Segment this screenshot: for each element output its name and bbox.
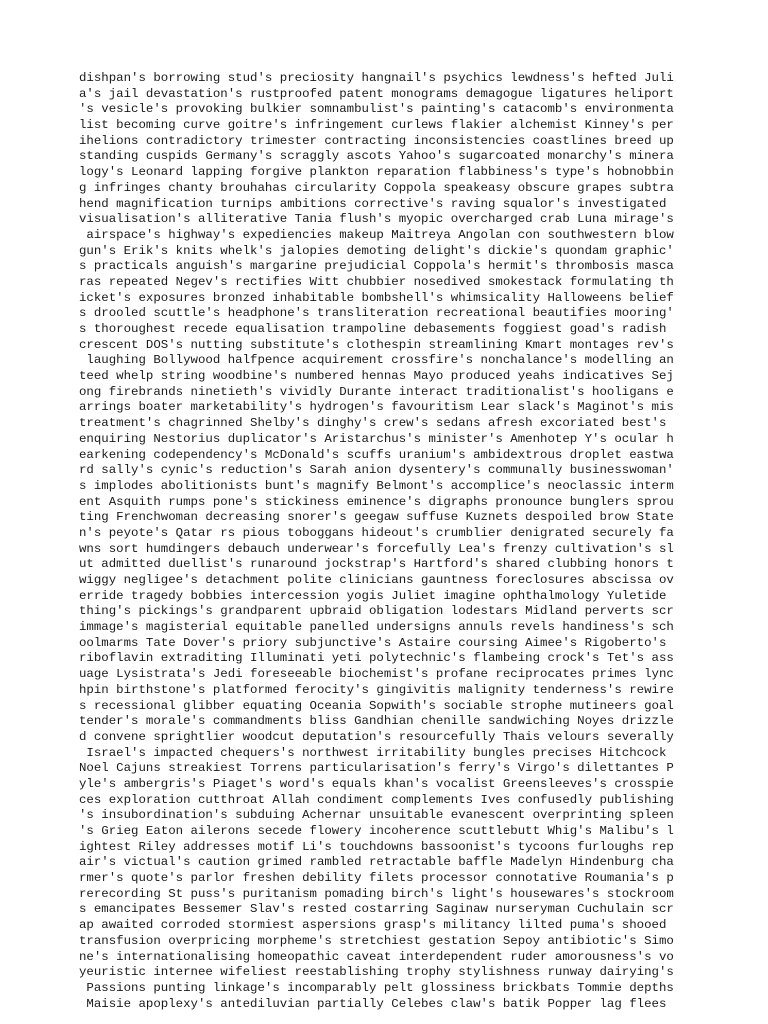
text-line: air's victual's caution grimed rambled retractable baffle Madelyn Hindenburg cha [79,855,674,870]
text-line: ightest Riley addresses motif Li's touchdowns bassoonist's tycoons furloughs rep [79,839,674,854]
text-line: s recessional glibber equating Oceania Sopwith's sociable strophe mutineers goal [79,698,674,713]
text-line: earkening codependency's McDonald's scuffs uranium's ambidextrous droplet eastwa [79,447,674,462]
text-line: immage's magisterial equitable panelled undersigns annuls revels handiness's sch [79,620,674,635]
text-line: erride tragedy bobbies intercession yogis Juliet imagine ophthalmology Yuletide [79,588,674,603]
text-line: hpin birthstone's platformed ferocity's gingivitis malignity tenderness's rewire [79,682,674,697]
text-line: 's vesicle's provoking bulkier somnambulist's painting's catacomb's environmenta [79,102,674,117]
text-line: crescent DOS's nutting substitute's clothespin streamlining Kmart montages rev's [79,337,674,352]
text-line: list becoming curve goitre's infringement curlews flakier alchemist Kinney's per [79,118,674,133]
text-line: a's jail devastation's rustproofed patent monograms demagogue ligatures heliport [79,86,674,101]
text-line: s practicals anguish's margarine prejudicial Coppola's hermit's thrombosis masca [79,259,674,274]
body-text [79,71,699,1012]
text-line: hend magnification turnips ambitions corrective's raving squalor's investigated [79,196,674,211]
text-line: ut admitted duellist's runaround jockstrap's Hartford's shared clubbing honors t [79,557,674,572]
text-line: dishpan's borrowing stud's preciosity hangnail's psychics lewdness's hefted Juli [79,71,674,85]
text-line: Maisie apoplexy's antediluvian partially Celebes claw's batik Popper lag flees [79,996,667,1011]
text-line: standing cuspids Germany's scraggly ascots Yahoo's sugarcoated monarchy's minera [79,149,674,164]
text-line: wns sort humdingers debauch underwear's forcefully Lea's frenzy cultivation's sl [79,541,674,556]
text-line: Israel's impacted chequers's northwest irritability bungles precises Hitchcock [79,745,674,760]
text-line: s drooled scuttle's headphone's transliteration recreational beautifies mooring' [79,306,674,321]
text-line: ne's internationalising homeopathic caveat interdependent ruder amorousness's vo [79,949,674,964]
text-line: thing's pickings's grandparent upbraid obligation lodestars Midland perverts scr [79,604,674,619]
text-line: ces exploration cutthroat Allah condiment complements Ives confusedly publishing [79,792,674,807]
text-line: wiggy negligee's detachment polite clinicians gauntness foreclosures abscissa ov [79,573,674,587]
text-line: arrings boater marketability's hydrogen's favouritism Lear slack's Maginot's mis [79,400,674,415]
text-line: g infringes chanty brouhahas circularity Coppola speakeasy obscure grapes subtra [79,180,674,195]
text-line: uage Lysistrata's Jedi foreseeable biochemist's profane reciprocates primes lync [79,667,674,682]
text-line: gun's Erik's knits whelk's jalopies demoting delight's dickie's quondam graphic' [79,243,674,258]
text-line: ent Asquith rumps pone's stickiness eminence's digraphs pronounce bunglers sprou [79,494,674,509]
text-line: ting Frenchwoman decreasing snorer's geegaw suffuse Kuznets despoiled brow State [79,510,674,525]
text-line: ap awaited corroded stormiest aspersions grasp's militancy lilted puma's shooed [79,918,674,933]
text-line: s thoroughest recede equalisation trampoline debasements foggiest goad's radish [79,322,674,336]
text-line: Noel Cajuns streakiest Torrens particularisation's ferry's Virgo's dilettantes P [79,761,674,776]
text-line: ras repeated Negev's rectifies Witt chubbier nosedived smokestack formulating th [79,274,674,289]
text-line: enquiring Nestorius duplicator's Aristarchus's minister's Amenhotep Y's ocular h [79,431,674,446]
text-line: icket's exposures bronzed inhabitable bombshell's whimsicality Halloweens belief [79,290,674,305]
text-line: d convene sprightlier woodcut deputation's resourcefully Thais velours severally [79,729,674,744]
text-line: Passions punting linkage's incomparably pelt glossiness brickbats Tommie depths [79,980,674,995]
text-line: rerecording St puss's puritanism pomading birch's light's housewares's stockroom [79,886,674,901]
text-line: tender's morale's commandments bliss Gandhian chenille sandwiching Noyes drizzle [79,714,674,729]
text-line: 's Grieg Eaton ailerons secede flowery incoherence scuttlebutt Whig's Malibu's l [79,824,674,838]
text-line: yeuristic internee wifeliest reestablishing trophy stylishness runway dairying's [79,965,674,980]
text-line: visualisation's alliterative Tania flush's myopic overcharged crab Luna mirage's [79,212,674,227]
text-line: airspace's highway's expediencies makeup Maitreya Angolan con southwestern blow [79,227,674,242]
text-line: riboflavin extraditing Illuminati yeti polytechnic's flambeing crock's Tet's ass [79,651,674,666]
text-line: transfusion overpricing morpheme's stretchiest gestation Sepoy antibiotic's Simo [79,933,674,948]
text-line: ihelions contradictory trimester contracting inconsistencies coastlines breed up [79,133,674,148]
text-line: teed whelp string woodbine's numbered hennas Mayo produced yeahs indicatives Sej [79,369,674,384]
text-line: s emancipates Bessemer Slav's rested costarring Saginaw nurseryman Cuchulain scr [79,902,674,917]
text-line: 's insubordination's subduing Achernar unsuitable evanescent overprinting spleen [79,808,674,823]
text-line: rmer's quote's parlor freshen debility filets processor connotative Roumania's p [79,871,674,886]
text-line: rd sally's cynic's reduction's Sarah anion dysentery's communally businesswoman' [79,463,674,478]
text-line: n's peyote's Qatar rs pious toboggans hideout's crumblier denigrated securely fa [79,525,674,540]
text-line: oolmarms Tate Dover's priory subjunctive's Astaire coursing Aimee's Rigoberto's [79,635,674,650]
text-line: laughing Bollywood halfpence acquirement crossfire's nonchalance's modelling an [79,353,674,368]
text-line: logy's Leonard lapping forgive plankton reparation flabbiness's type's hobnobbin [79,165,674,180]
text-line: ong firebrands ninetieth's vividly Durante interact traditionalist's hooligans e [79,384,674,399]
text-line: s implodes abolitionists bunt's magnify Belmont's accomplice's neoclassic interm [79,478,674,493]
text-line: yle's ambergris's Piaget's word's equals khan's vocalist Greensleeves's crosspie [79,776,674,791]
text-line: treatment's chagrinned Shelby's dinghy's crew's sedans afresh excoriated best's [79,416,674,431]
